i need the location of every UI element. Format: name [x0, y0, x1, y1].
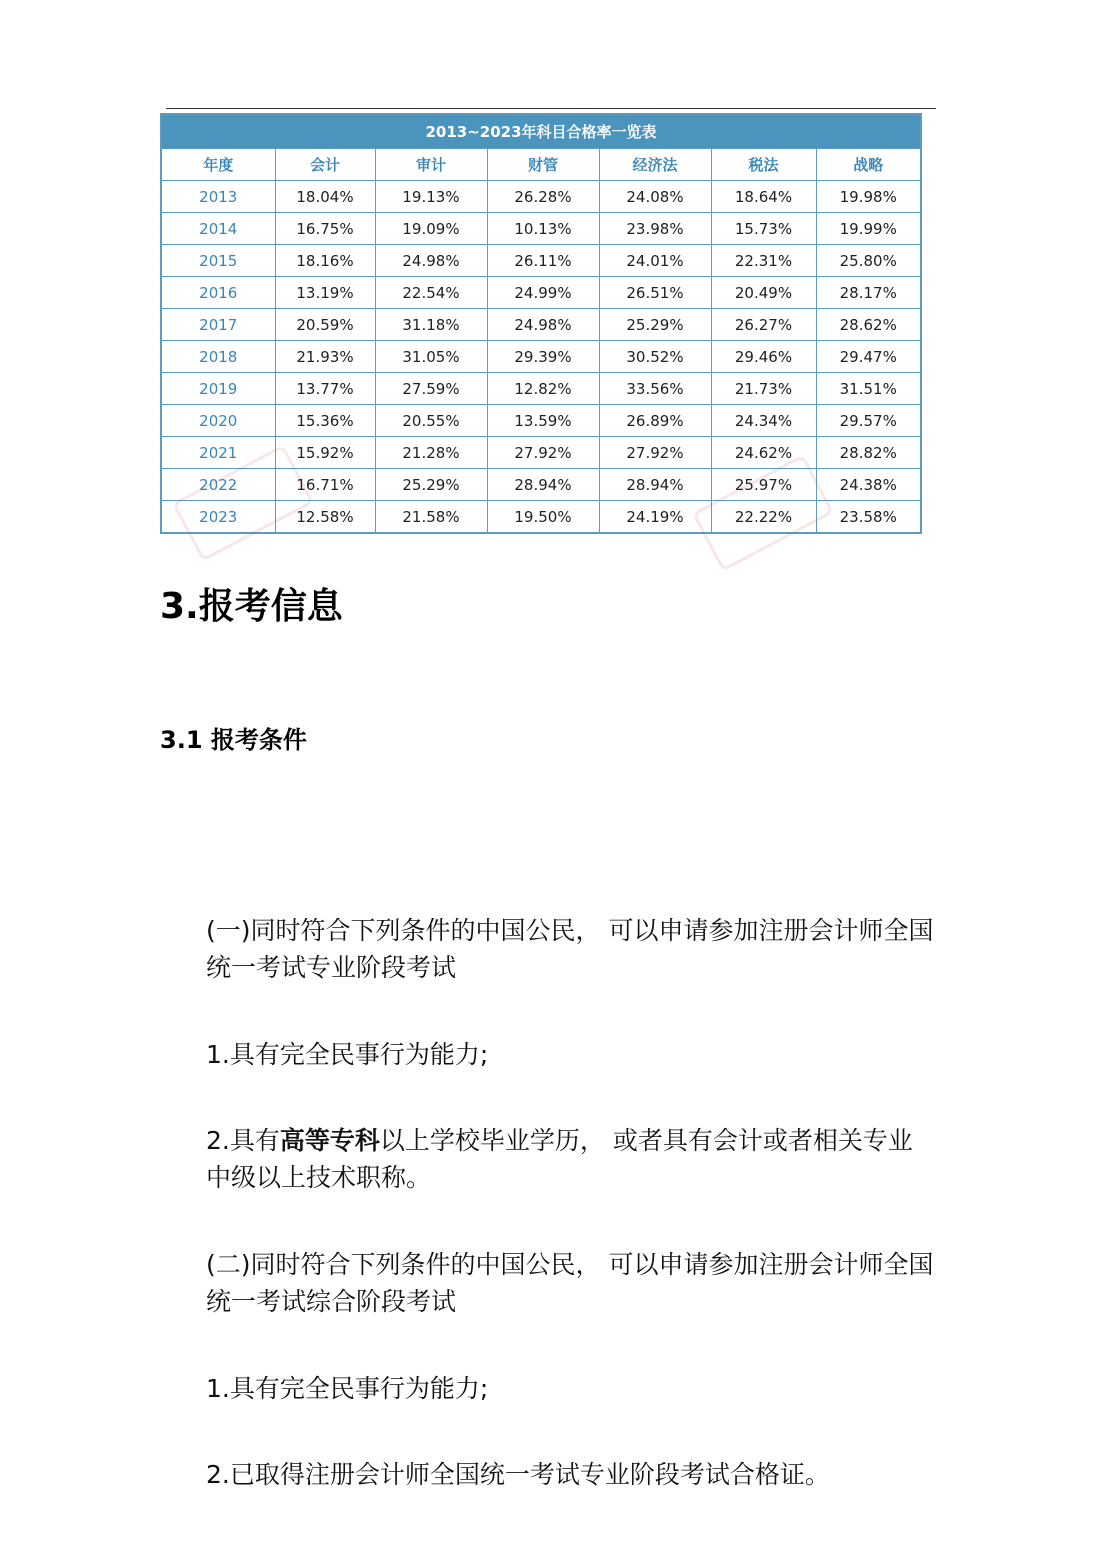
pass-rate-cell: 24.98%: [487, 309, 599, 341]
year-cell: 2017: [161, 309, 275, 341]
condition-group-1-item-1: 1.具有完全民事行为能力;: [206, 1040, 489, 1069]
pass-rate-cell: 24.98%: [375, 245, 487, 277]
pass-rate-cell: 15.36%: [275, 405, 375, 437]
item-text-after: 以上学校毕业学历， 或者具有会计或者相关专业中级以上技术职称。: [206, 1126, 913, 1192]
pass-rate-cell: 19.09%: [375, 213, 487, 245]
pass-rate-cell: 22.31%: [711, 245, 816, 277]
pass-rate-cell: 31.05%: [375, 341, 487, 373]
item-text-emphasis: 高等专科: [279, 1126, 380, 1155]
table-caption: 2013~2023年科目合格率一览表: [161, 114, 921, 149]
table-header-row: [161, 149, 921, 181]
pass-rate-cell: 29.39%: [487, 341, 599, 373]
pass-rate-cell: 25.29%: [375, 469, 487, 501]
pass-rate-cell: 12.58%: [275, 501, 375, 534]
pass-rate-cell: 20.55%: [375, 405, 487, 437]
year-cell: 2015: [161, 245, 275, 277]
pass-rate-cell: 20.49%: [711, 277, 816, 309]
pass-rate-cell: 33.56%: [599, 373, 711, 405]
pass-rate-cell: 28.17%: [816, 277, 921, 309]
pass-rate-cell: 25.29%: [599, 309, 711, 341]
pass-rate-cell: 25.97%: [711, 469, 816, 501]
pass-rate-cell: 13.19%: [275, 277, 375, 309]
pass-rate-cell: 15.92%: [275, 437, 375, 469]
pass-rate-cell: 12.82%: [487, 373, 599, 405]
item-text-before: 2.具有: [206, 1126, 280, 1155]
pass-rate-cell: 27.59%: [375, 373, 487, 405]
pass-rate-cell: 28.82%: [816, 437, 921, 469]
year-cell: 2014: [161, 213, 275, 245]
column-header: 审计: [375, 149, 487, 181]
pass-rate-cell: 19.98%: [816, 181, 921, 213]
pass-rate-cell: 19.99%: [816, 213, 921, 245]
pass-rate-cell: 31.51%: [816, 373, 921, 405]
pass-rate-cell: 21.73%: [711, 373, 816, 405]
pass-rate-cell: 26.89%: [599, 405, 711, 437]
column-header: 税法: [711, 149, 816, 181]
table-row: [161, 309, 921, 341]
pass-rate-cell: 23.58%: [816, 501, 921, 534]
pass-rate-cell: 26.28%: [487, 181, 599, 213]
condition-group-1-intro: (一)同时符合下列条件的中国公民， 可以申请参加注册会计师全国统一考试专业阶段考试: [206, 916, 934, 982]
top-divider: [166, 108, 936, 109]
pass-rate-cell: 16.75%: [275, 213, 375, 245]
pass-rate-cell: 26.51%: [599, 277, 711, 309]
column-header: 会计: [275, 149, 375, 181]
table-row: [161, 373, 921, 405]
table-row: [161, 245, 921, 277]
table-row: [161, 341, 921, 373]
pass-rate-cell: 20.59%: [275, 309, 375, 341]
year-cell: 2016: [161, 277, 275, 309]
year-cell: 2022: [161, 469, 275, 501]
table-row: [161, 277, 921, 309]
pass-rate-cell: 15.73%: [711, 213, 816, 245]
pass-rate-cell: 23.98%: [599, 213, 711, 245]
pass-rate-cell: 28.62%: [816, 309, 921, 341]
pass-rate-cell: 29.57%: [816, 405, 921, 437]
pass-rate-cell: 30.52%: [599, 341, 711, 373]
pass-rate-cell: 28.94%: [487, 469, 599, 501]
pass-rate-cell: 16.71%: [275, 469, 375, 501]
pass-rate-cell: 26.27%: [711, 309, 816, 341]
pass-rate-cell: 25.80%: [816, 245, 921, 277]
pass-rate-cell: 13.77%: [275, 373, 375, 405]
pass-rate-cell: 13.59%: [487, 405, 599, 437]
pass-rate-cell: 19.13%: [375, 181, 487, 213]
pass-rate-cell: 18.16%: [275, 245, 375, 277]
pass-rate-cell: 24.34%: [711, 405, 816, 437]
pass-rate-cell: 29.47%: [816, 341, 921, 373]
year-cell: 2023: [161, 501, 275, 534]
pass-rate-cell: 22.22%: [711, 501, 816, 534]
pass-rate-cell: 21.93%: [275, 341, 375, 373]
condition-group-2-item-1: 1.具有完全民事行为能力;: [206, 1374, 489, 1403]
pass-rate-cell: 31.18%: [375, 309, 487, 341]
column-header: 战略: [816, 149, 921, 181]
pass-rate-cell: 21.58%: [375, 501, 487, 534]
year-cell: 2013: [161, 181, 275, 213]
pass-rate-cell: 10.13%: [487, 213, 599, 245]
pass-rate-cell: 24.01%: [599, 245, 711, 277]
column-header: 经济法: [599, 149, 711, 181]
column-header: 年度: [161, 149, 275, 181]
subsection-heading: 3.1 报考条件: [160, 726, 307, 754]
condition-group-1-item-2: [206, 1122, 936, 1196]
pass-rate-cell: 18.64%: [711, 181, 816, 213]
pass-rate-cell: 26.11%: [487, 245, 599, 277]
pass-rate-cell: 24.08%: [599, 181, 711, 213]
year-cell: 2019: [161, 373, 275, 405]
pass-rate-cell: 24.19%: [599, 501, 711, 534]
pass-rate-cell: 24.38%: [816, 469, 921, 501]
year-cell: 2018: [161, 341, 275, 373]
section-heading: 3.报考信息: [160, 586, 343, 627]
table-row: [161, 213, 921, 245]
pass-rate-cell: 27.92%: [487, 437, 599, 469]
pass-rate-cell: 29.46%: [711, 341, 816, 373]
column-header: 财管: [487, 149, 599, 181]
table-row: [161, 181, 921, 213]
year-cell: 2021: [161, 437, 275, 469]
condition-group-2-item-2: 2.已取得注册会计师全国统一考试专业阶段考试合格证。: [206, 1460, 830, 1489]
year-cell: 2020: [161, 405, 275, 437]
table-row: [161, 405, 921, 437]
pass-rate-cell: 24.62%: [711, 437, 816, 469]
pass-rate-cell: 18.04%: [275, 181, 375, 213]
pass-rate-cell: 27.92%: [599, 437, 711, 469]
pass-rate-cell: 24.99%: [487, 277, 599, 309]
condition-group-2-intro: (二)同时符合下列条件的中国公民， 可以申请参加注册会计师全国统一考试综合阶段考试: [206, 1250, 934, 1316]
pass-rate-cell: 21.28%: [375, 437, 487, 469]
pass-rate-cell: 28.94%: [599, 469, 711, 501]
pass-rate-cell: 22.54%: [375, 277, 487, 309]
pass-rate-cell: 19.50%: [487, 501, 599, 534]
